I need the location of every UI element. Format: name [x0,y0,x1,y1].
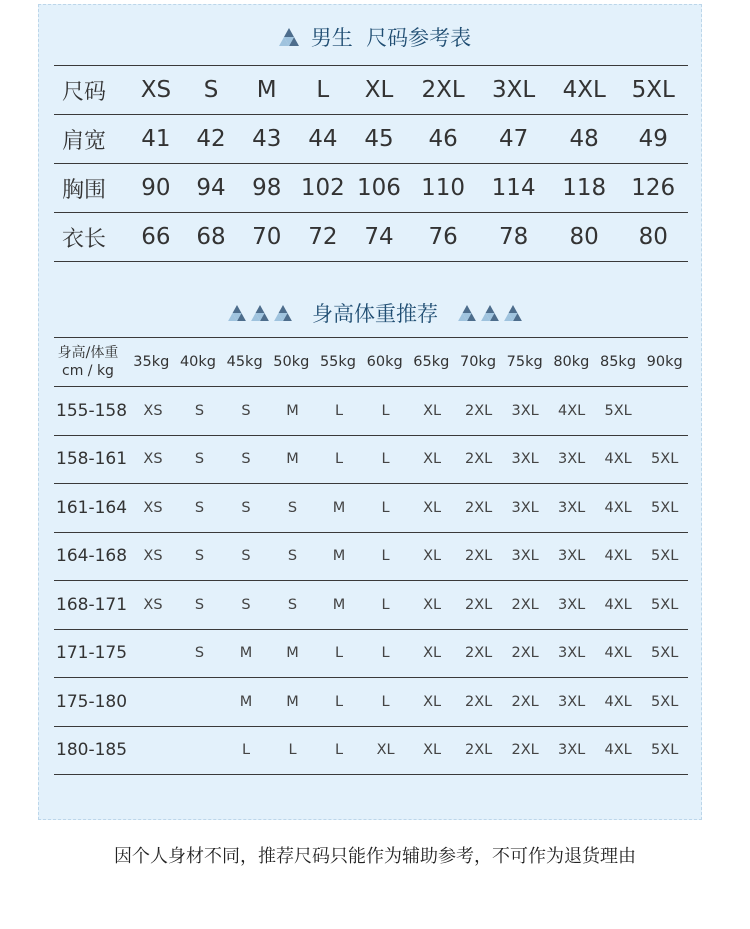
recommended-size: XS [143,499,163,516]
table-row [54,678,688,727]
recommended-size: 4XL [558,402,586,419]
size-cell: 47 [498,126,529,152]
size-cell: 5XL [631,77,675,103]
recommended-size: XL [423,499,442,516]
size-row [54,66,688,115]
size-cell: 80 [638,224,668,250]
weight-header: 70kg [459,354,497,370]
recommendation-table [54,337,688,775]
recommended-size: S [194,596,205,613]
recommended-size: 3XL [558,742,586,759]
triangle-logo-icon [504,305,522,321]
recommended-size: XS [143,548,163,565]
table-row [54,630,688,679]
recommended-size: 5XL [651,645,679,662]
size-chart-heading [0,22,750,52]
size-chart-title: 男生 尺码参考表 [310,26,472,50]
recommended-size: 2XL [464,499,493,516]
recommended-size: 3XL [511,499,539,516]
size-cell: 66 [141,224,171,250]
recommended-size: XS [143,451,163,468]
recommended-size: S [241,499,251,516]
height-range: 161-164 [56,497,128,518]
size-cell: 43 [252,126,282,152]
recommended-size: L [288,742,297,759]
size-cell: XL [364,77,394,103]
row-label: 尺码 [62,79,107,105]
recommended-size: 5XL [604,402,632,419]
recommended-size: S [194,402,205,419]
size-cell: 106 [357,175,401,201]
recommended-size: L [335,742,344,759]
size-cell: 76 [428,224,458,250]
recommended-size: 2XL [511,742,539,759]
table-row [54,436,688,485]
recommended-size: XL [423,645,442,662]
recommended-size: M [332,548,346,565]
size-cell: 80 [569,224,599,250]
height-range: 175-180 [56,691,128,712]
recommended-size: 5XL [651,693,679,710]
recommended-size: XL [423,548,442,565]
recommended-size: 3XL [558,548,586,565]
recommended-size: L [335,402,344,419]
size-cell: XS [140,77,172,103]
recommended-size: 2XL [464,451,493,468]
recommended-size: 4XL [604,596,632,613]
size-row [54,164,688,213]
size-cell: 2XL [421,77,465,103]
weight-header: 45kg [226,354,263,370]
recommended-size: L [381,451,390,468]
size-cell: 110 [421,175,466,201]
recommended-size: M [286,645,299,662]
recommended-size: 5XL [651,451,679,468]
recommended-size: S [241,548,251,565]
recommended-size: 2XL [464,693,493,710]
recommended-size: S [287,596,298,613]
weight-header: 55kg [319,354,357,370]
recommended-size: L [335,645,344,662]
recommended-size: S [241,451,251,468]
height-range: 168-171 [56,594,128,615]
recommended-size: XS [143,402,163,419]
recommended-size: L [381,645,390,662]
size-cell: S [203,77,219,103]
recommended-size: 2XL [464,596,493,613]
size-cell: 48 [569,126,599,152]
size-cell: 3XL [492,77,536,103]
size-cell: 126 [631,175,676,201]
size-cell: 118 [562,175,607,201]
recommended-size: 2XL [511,645,539,662]
recommended-size: M [332,596,346,613]
size-cell: 114 [491,175,536,201]
size-cell: 70 [252,224,282,250]
weight-header: 65kg [413,354,450,370]
triangle-logo-icon [274,305,292,321]
table-row [54,727,688,776]
size-cell: 90 [141,175,171,201]
size-row [54,213,688,262]
recommended-size: L [381,548,390,565]
row-label: 胸围 [62,177,107,203]
recommended-size: S [194,499,205,516]
size-cell: 68 [196,224,226,250]
recommended-size: 3XL [558,451,586,468]
height-range: 155-158 [56,400,128,421]
recommended-size: S [194,645,205,662]
recommended-size: M [239,645,253,662]
recommended-size: 5XL [651,548,679,565]
recommended-size: S [287,548,298,565]
weight-header: 35kg [133,354,170,370]
size-cell: 46 [428,126,458,152]
weight-header: 90kg [646,354,683,370]
recommended-size: 2XL [464,402,493,419]
triangle-logo-icon [458,305,476,321]
recommended-size: 3XL [511,451,539,468]
recommended-size: XL [423,742,442,759]
recommended-size: 4XL [604,499,632,516]
recommended-size: L [241,742,251,759]
recommended-size: XS [143,596,163,613]
recommended-size: 5XL [651,499,679,516]
size-cell: 74 [364,224,394,250]
table-row [54,581,688,630]
recommended-size: XL [423,596,442,613]
size-cell: 42 [196,126,226,152]
recommended-size: L [381,499,390,516]
recommended-size: M [286,402,299,419]
weight-header: 80kg [553,354,590,370]
size-cell: 41 [141,126,171,152]
weight-header: 60kg [366,354,403,370]
recommended-size: M [332,499,346,516]
recommended-size: S [287,499,298,516]
size-cell: 44 [308,126,338,152]
recommended-size: XL [423,402,442,419]
size-cell: 102 [300,175,345,201]
weight-header: 85kg [599,354,637,370]
triangle-logo-icon [251,305,269,321]
table-row [54,533,688,582]
recommended-size: M [286,451,299,468]
recommended-size: M [239,693,253,710]
recommended-size: M [286,693,299,710]
triangle-logo-icon [228,305,246,321]
recommended-size: 3XL [558,645,586,662]
row-label: 肩宽 [62,128,107,154]
recommendation-header-row [54,338,688,387]
size-cell: 49 [638,126,668,152]
recommended-size: XL [423,451,442,468]
left-icons [228,305,292,321]
recommended-size: L [381,402,390,419]
size-cell: 72 [308,224,338,250]
size-table [54,65,688,262]
recommended-size: 3XL [511,402,539,419]
recommendation-heading [0,298,750,328]
recommended-size: 4XL [604,742,632,759]
recommended-size: 2XL [464,645,493,662]
recommended-size: 2XL [511,693,539,710]
row-label: 衣长 [62,226,107,252]
recommended-size: 4XL [604,451,632,468]
right-icons [458,305,522,321]
recommended-size: 2XL [511,596,539,613]
size-cell: 78 [498,224,529,250]
height-range: 164-168 [56,546,128,567]
height-range: 171-175 [56,643,128,664]
table-row [54,387,688,436]
recommended-size: L [335,693,344,710]
recommended-size: 2XL [464,548,493,565]
table-row [54,484,688,533]
recommendation-title: 身高体重推荐 [312,302,438,326]
footnote: 因个人身材不同，推荐尺码只能作为辅助参考，不可作为退货理由 [114,846,636,867]
size-cell: M [256,77,277,103]
recommended-size: L [335,451,344,468]
recommended-size: 5XL [651,596,679,613]
recommended-size: L [381,693,390,710]
weight-header: 50kg [273,354,310,370]
size-cell: L [316,77,330,103]
size-cell: 98 [252,175,282,201]
recommended-size: XL [376,742,395,759]
size-row [54,115,688,164]
weight-header: 75kg [506,354,543,370]
recommended-size: 4XL [604,693,632,710]
height-range: 180-185 [56,740,128,761]
triangle-logo-icon [481,305,499,321]
header-label-line1: 身高/体重 [57,345,119,361]
size-cell: 94 [196,175,226,201]
weight-header: 40kg [179,354,216,370]
recommended-size: 3XL [558,693,586,710]
recommended-size: 2XL [464,742,493,759]
recommended-size: 3XL [558,596,586,613]
size-cell: 4XL [562,77,606,103]
recommended-size: 5XL [651,742,679,759]
recommended-size: S [194,451,205,468]
recommended-size: S [194,548,205,565]
recommended-size: S [241,402,251,419]
recommended-size: S [241,596,251,613]
recommended-size: 4XL [604,548,632,565]
header-label-line2: cm / kg [62,363,114,379]
recommended-size: 3XL [511,548,539,565]
triangle-logo-icon [279,28,299,46]
recommended-size: 3XL [558,499,586,516]
recommended-size: XL [423,693,442,710]
height-range: 158-161 [56,449,128,470]
recommended-size: L [381,596,390,613]
header-label [48,344,128,380]
size-cell: 45 [364,126,394,152]
recommended-size: 4XL [604,645,632,662]
